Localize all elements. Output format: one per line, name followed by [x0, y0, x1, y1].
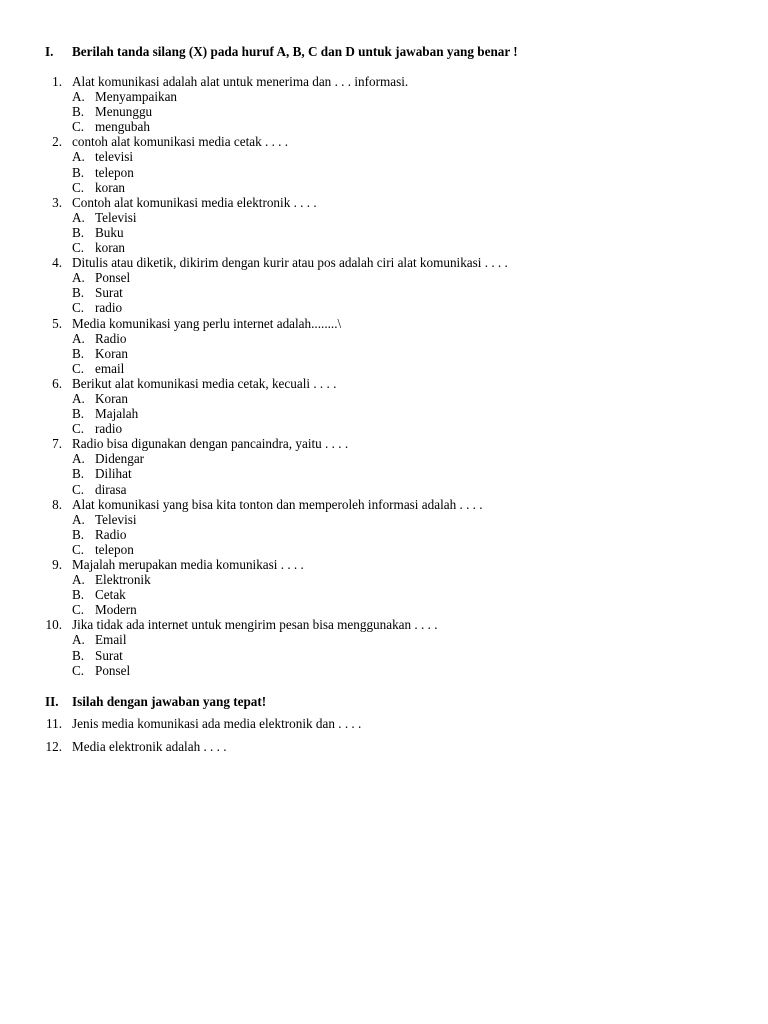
option-letter: B. [72, 466, 85, 482]
option-text: koran [95, 179, 126, 195]
answer-option[interactable] [0, 391, 768, 406]
section-2-numeral: II. [45, 694, 59, 709]
question-text: Media elektronik adalah . . . . [72, 738, 227, 754]
answer-option[interactable] [0, 285, 768, 300]
option-text: Radio [95, 526, 127, 542]
option-letter: B. [72, 285, 85, 301]
option-letter: B. [72, 406, 85, 422]
option-text: Koran [95, 345, 128, 361]
option-text: Buku [95, 224, 124, 240]
option-letter: C. [72, 541, 85, 557]
answer-option[interactable] [0, 421, 768, 436]
answer-option[interactable] [0, 572, 768, 587]
answer-option[interactable] [0, 210, 768, 225]
question-text: Ditulis atau diketik, dikirim dengan kurir atau pos adalah ciri alat komunikasi . . . . [72, 255, 508, 271]
option-letter: A. [72, 209, 85, 225]
answer-option[interactable] [0, 451, 768, 466]
question-item [0, 617, 768, 677]
option-letter: A. [72, 511, 85, 527]
question-item [0, 376, 768, 436]
question-item [0, 557, 768, 617]
answer-option[interactable] [0, 165, 768, 180]
answer-option[interactable] [0, 270, 768, 285]
question-line [0, 195, 768, 210]
option-letter: C. [72, 602, 85, 618]
answer-option[interactable] [0, 331, 768, 346]
option-text: Didengar [95, 451, 145, 467]
option-letter: B. [72, 345, 85, 361]
option-letter: A. [72, 330, 85, 346]
section-1-title: Berilah tanda silang (X) pada huruf A, B, C dan D untuk jawaban yang benar ! [72, 44, 518, 59]
option-letter: C. [72, 240, 85, 256]
question-number: 6. [52, 375, 62, 391]
question-text: contoh alat komunikasi media cetak . . . . [72, 134, 289, 150]
question-line [0, 134, 768, 149]
option-letter: B. [72, 587, 85, 603]
answer-option[interactable] [0, 648, 768, 663]
option-text: Surat [95, 647, 123, 663]
answer-option[interactable] [0, 346, 768, 361]
question-number: 3. [52, 194, 62, 210]
answer-option[interactable] [0, 542, 768, 557]
option-text: Ponsel [95, 662, 131, 678]
option-letter: C. [72, 481, 85, 497]
question-line [0, 74, 768, 89]
question-text: Berikut alat komunikasi media cetak, kecuali . . . . [72, 375, 337, 391]
option-letter: A. [72, 572, 85, 588]
option-text: dirasa [95, 481, 127, 497]
option-text: Koran [95, 390, 128, 406]
question-line [0, 557, 768, 572]
question-number: 2. [52, 134, 62, 150]
question-number: 4. [52, 255, 62, 271]
option-text: mengubah [95, 119, 150, 135]
question-number: 11. [46, 716, 62, 731]
answer-option[interactable] [0, 406, 768, 421]
option-letter: A. [72, 89, 85, 105]
option-letter: C. [72, 119, 85, 135]
question-item [0, 436, 768, 496]
question-item [0, 195, 768, 255]
question-number: 1. [52, 74, 62, 89]
option-text: Surat [95, 285, 123, 301]
option-text: email [95, 360, 125, 376]
question-number: 12. [45, 738, 62, 754]
option-text: Televisi [95, 511, 137, 527]
option-text: Radio [95, 330, 127, 346]
answer-option[interactable] [0, 512, 768, 527]
answer-option[interactable] [0, 225, 768, 240]
question-text: Jenis media komunikasi ada media elektronik dan . . . . [72, 716, 362, 731]
option-letter: C. [72, 360, 85, 376]
answer-option[interactable] [0, 663, 768, 678]
question-text: Majalah merupakan media komunikasi . . . . [72, 557, 304, 572]
question-text: Jika tidak ada internet untuk mengirim pesan bisa menggunakan . . . . [72, 617, 438, 633]
question-number: 8. [52, 496, 62, 512]
question-line [0, 316, 768, 331]
essay-question-list [0, 716, 768, 761]
option-text: Menunggu [95, 104, 153, 120]
option-letter: B. [72, 224, 85, 240]
option-text: telepon [95, 164, 134, 180]
option-letter: B. [72, 104, 85, 120]
section-2-heading [45, 694, 266, 709]
option-text: Majalah [95, 406, 139, 422]
answer-option[interactable] [0, 482, 768, 497]
question-item [0, 497, 768, 557]
answer-option[interactable] [0, 104, 768, 119]
option-text: Cetak [95, 587, 126, 603]
option-letter: B. [72, 526, 85, 542]
option-letter: A. [72, 390, 85, 406]
question-number: 10. [45, 617, 62, 633]
option-text: Ponsel [95, 270, 131, 286]
question-text: Radio bisa digunakan dengan pancaindra, yaitu . . . . [72, 436, 349, 452]
option-letter: A. [72, 270, 85, 286]
answer-option[interactable] [0, 527, 768, 542]
option-letter: A. [72, 451, 85, 467]
option-text: televisi [95, 149, 134, 165]
answer-option[interactable] [0, 149, 768, 164]
question-text: Alat komunikasi adalah alat untuk menerima dan . . . informasi. [72, 74, 409, 89]
option-text: Televisi [95, 209, 137, 225]
option-text: Email [95, 632, 127, 648]
section-1-heading [45, 44, 518, 59]
option-text: koran [95, 240, 126, 256]
section-2-title: Isilah dengan jawaban yang tepat! [72, 694, 267, 709]
question-item [0, 255, 768, 315]
answer-option[interactable] [0, 602, 768, 617]
question-text: Alat komunikasi yang bisa kita tonton dan memperoleh informasi adalah . . . . [72, 496, 483, 512]
answer-option[interactable] [0, 632, 768, 647]
question-number: 9. [52, 557, 62, 572]
question-line [0, 617, 768, 632]
option-text: Elektronik [95, 572, 151, 588]
question-item [0, 74, 768, 134]
question-line [0, 255, 768, 270]
essay-question [0, 739, 768, 762]
question-item [0, 316, 768, 376]
answer-option[interactable] [0, 240, 768, 255]
option-letter: A. [72, 632, 85, 648]
option-text: telepon [95, 541, 134, 557]
essay-question [0, 716, 768, 739]
option-text: radio [95, 300, 123, 316]
answer-option[interactable] [0, 587, 768, 602]
question-text: Contoh alat komunikasi media elektronik . . . . [72, 194, 317, 210]
option-letter: C. [72, 662, 85, 678]
question-item [0, 134, 768, 194]
multiple-choice-list [0, 74, 768, 678]
question-number: 7. [52, 436, 62, 452]
option-letter: C. [72, 421, 85, 437]
option-letter: B. [72, 164, 85, 180]
option-letter: C. [72, 300, 85, 316]
option-text: Dilihat [95, 466, 132, 482]
question-line [0, 436, 768, 451]
question-line [0, 497, 768, 512]
answer-option[interactable] [0, 466, 768, 481]
answer-option[interactable] [0, 180, 768, 195]
option-letter: B. [72, 647, 85, 663]
answer-option[interactable] [0, 119, 768, 134]
answer-option[interactable] [0, 361, 768, 376]
option-letter: C. [72, 179, 85, 195]
question-line [0, 376, 768, 391]
answer-option[interactable] [0, 300, 768, 315]
option-letter: A. [72, 149, 85, 165]
question-text: Media komunikasi yang perlu internet adalah........\ [72, 315, 342, 331]
answer-option[interactable] [0, 89, 768, 104]
option-text: Menyampaikan [95, 89, 178, 105]
option-text: radio [95, 421, 123, 437]
question-number: 5. [52, 315, 62, 331]
option-text: Modern [95, 602, 137, 618]
section-1-numeral: I. [45, 44, 54, 59]
